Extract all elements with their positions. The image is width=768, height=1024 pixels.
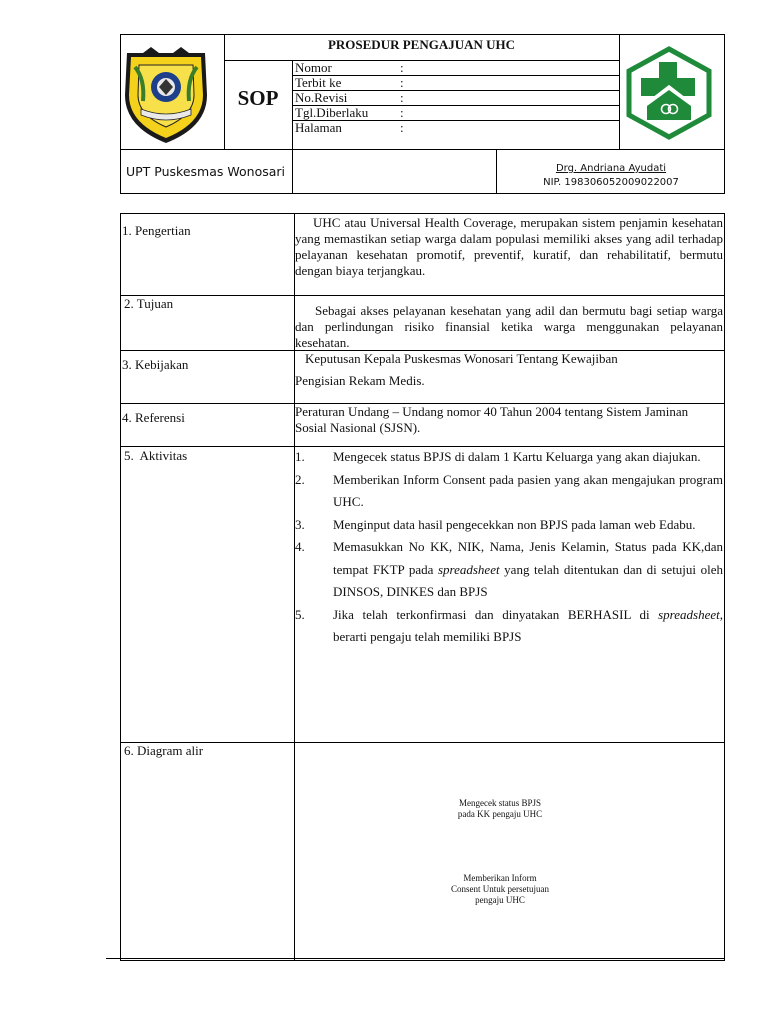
flow-step-2: Memberikan Inform Consent Untuk persetujuan pengaju UHC [451, 873, 549, 905]
regency-emblem-logo [121, 45, 211, 147]
sop-label: SOP [237, 86, 279, 110]
section-label-aktivitas: 5. Aktivitas [124, 448, 188, 463]
row-divider [120, 295, 725, 296]
flow-step-1: Mengecek status BPJS pada KK pengaju UHC [457, 798, 543, 819]
row-divider [120, 742, 725, 743]
signatory-name: Drg. Andriana Ayudati [555, 163, 667, 174]
section-text-tujuan: Sebagai akses pelayanan kesehatan yang adil dan bermutu bagi setiap warga dan perlindungan risiko finansial ketika warga menggunakan pelayanan kesehatan. [295, 303, 723, 350]
puskesmas-logo [625, 46, 713, 140]
section-label-tujuan: 2. Tujuan [124, 296, 174, 311]
header-row-divider [120, 149, 725, 150]
section-label-referensi: 4. Referensi [122, 410, 185, 425]
field-revisi-label: No.Revisi [295, 90, 348, 105]
field-tgl-label: Tgl.Diberlaku [295, 105, 369, 120]
field-nomor-sep: : [400, 60, 404, 75]
document-title: PROSEDUR PENGAJUAN UHC [327, 37, 516, 52]
section-text-referensi: Peraturan Undang – Undang nomor 40 Tahun 2004 tentang Sistem Jaminan Sosial Nasional (SJSN). [295, 404, 689, 435]
field-halaman-label: Halaman [295, 120, 342, 135]
page-bottom-rule [106, 958, 725, 959]
title-row-divider [224, 60, 619, 61]
list-item: 2. Memberikan Inform Consent pada pasien yang akan mengajukan program UHC. [295, 471, 723, 509]
unit-name: UPT Puskesmas Wonosari [126, 164, 285, 179]
section-text-kebijakan-line2: Pengisian Rekam Medis. [295, 373, 425, 388]
section-label-kebijakan: 3. Kebijakan [122, 357, 189, 372]
field-revisi-sep: : [400, 90, 404, 105]
field-halaman-sep: : [400, 120, 404, 135]
sop-divider [292, 60, 293, 194]
signatory-nip: NIP. 198306052009022007 [543, 177, 679, 188]
list-item: 1. Mengecek status BPJS di dalam 1 Kartu Keluarga yang akan diajukan. [295, 449, 701, 464]
field-terbit-label: Terbit ke [295, 75, 342, 90]
list-item: 4. Memasukkan No KK, NIK, Nama, Jenis Kelamin, Status pada KK,dan tempat FKTP pada spreadsheet yang telah ditentukan dan di setujui oleh DINSOS, DINKES dan BPJS [295, 539, 723, 599]
right-logo-divider [619, 34, 620, 149]
section-label-pengertian: 1. Pengertian [122, 223, 191, 238]
aktivitas-steps [295, 446, 723, 649]
field-terbit-sep: : [400, 75, 404, 90]
section-text-pengertian: UHC atau Universal Health Coverage, merupakan sistem penjamin kesehatan yang memastikan setiap warga dalam populasi memiliki akses yang adil terhadap pelayanan kesehatan promotif, preventif, kuratif, dan rehabilitatif, bermutu dengan biaya terjangkau. [295, 215, 723, 278]
list-item: 5. Jika telah terkonfirmasi dan dinyatakan BERHASIL di spreadsheet, berarti pengaju telah memiliki BPJS [295, 606, 723, 644]
field-nomor-label: Nomor [295, 60, 332, 75]
section-label-diagram: 6. Diagram alir [124, 743, 204, 758]
list-item: 3. Menginput data hasil pengecekkan non BPJS pada laman web Edabu. [295, 516, 696, 532]
section-text-kebijakan-line1: Keputusan Kepala Puskesmas Wonosari Tentang Kewajiban [305, 351, 618, 366]
field-tgl-sep: : [400, 105, 404, 120]
